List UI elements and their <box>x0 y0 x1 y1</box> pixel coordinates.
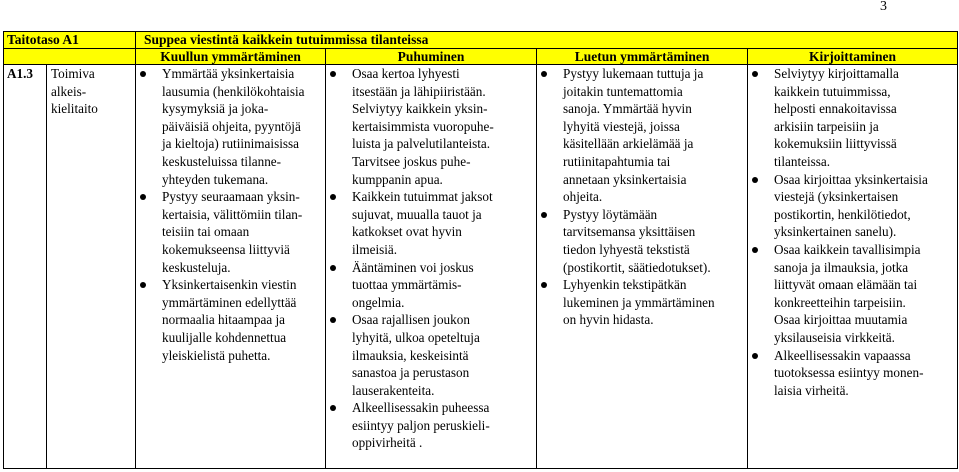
bullet-item <box>748 65 957 171</box>
bullet-text-line: lukeminen ja ymmärtäminen <box>563 294 715 310</box>
level-description-line: alkeis- <box>51 83 87 99</box>
bullet-dot-icon <box>140 194 146 200</box>
bullet-text-line: Osaa rajallisen joukon <box>352 312 470 328</box>
bullet-text-line: on hyvin hidasta. <box>563 312 654 328</box>
bullet-text-line: itsestään ja lähipiiristään. <box>352 83 486 99</box>
column-header-kuullun: Kuullun ymmärtäminen <box>136 49 326 65</box>
bullet-text-line: yhteyden tukemana. <box>162 171 269 187</box>
bullet-text-line: teisiin tai omaan <box>162 224 250 240</box>
bullet-text-line: lyhyitä viestejä, joissa <box>563 118 680 134</box>
bullet-item <box>537 65 747 206</box>
bullet-text-line: helposti ennakoitavissa <box>774 101 897 117</box>
bullet-text-line: Osaa kirjoittaa yksinkertaisia <box>774 171 928 187</box>
bullet-text-line: kysymyksiä ja joka- <box>162 101 269 117</box>
bullet-text-line: tiedon lyhyestä tekstistä <box>563 241 690 257</box>
bullet-text-line: Pystyy löytämään <box>563 206 658 222</box>
bullet-text-line: viestejä (yksinkertaisen <box>774 189 899 205</box>
column-header-luetun: Luetun ymmärtäminen <box>537 49 748 65</box>
bullet-text-line: kokemukseensa liittyviä <box>162 241 290 257</box>
bullet-list <box>748 65 957 399</box>
bullet-text-line: kuulijalle kohdennettua <box>162 329 287 345</box>
bullet-text-line: normaalia hitaampaa ja <box>162 312 286 328</box>
bullet-dot-icon <box>140 71 146 77</box>
bullet-text-line: Selviytyy kirjoittamalla <box>774 66 899 81</box>
bullet-text-line: Ymmärtää yksinkertaisia <box>162 66 295 81</box>
bullet-dot-icon <box>752 247 758 253</box>
cell-luetun <box>537 65 748 469</box>
bullet-text-line: Yksinkertaisenkin viestin <box>162 277 297 293</box>
bullet-text-line: lausumia (henkilökohtaisia <box>162 83 305 99</box>
bullet-dot-icon <box>752 177 758 183</box>
bullet-text-line: luista ja palvelutilanteista. <box>352 136 491 152</box>
bullet-text-line: käsitellään arkielämää ja <box>563 136 694 152</box>
bullet-text-line: rutiinitapahtumia tai <box>563 153 671 169</box>
bullet-dot-icon <box>330 405 336 411</box>
bullet-text-line: ongelmia. <box>352 294 405 310</box>
bullet-text-line: päiväisiä ohjeita, pyyntöjä <box>162 118 301 134</box>
column-header-puhuminen: Puhuminen <box>326 49 537 65</box>
bullet-text-line: ohjeita. <box>563 189 603 205</box>
bullet-item <box>326 259 536 312</box>
bullet-text-line: sujuvat, muualla tauot ja <box>352 206 482 222</box>
bullet-text-line: joitakin tuntemattomia <box>563 83 683 99</box>
table-title: Suppea viestintä kaikkein tutuimmissa tilanteissa <box>136 32 958 49</box>
level-code: A1.3 <box>4 65 47 469</box>
bullet-text-line: katkokset ovat hyvin <box>352 224 462 240</box>
bullet-text-line: kertaisia, välittömiin tilan- <box>162 206 303 222</box>
bullet-list <box>326 65 536 452</box>
bullet-dot-icon <box>140 282 146 288</box>
page-number: 3 <box>880 0 887 14</box>
bullet-list <box>136 65 325 364</box>
level-description <box>47 65 136 469</box>
bullet-dot-icon <box>330 265 336 271</box>
bullet-dot-icon <box>752 353 758 359</box>
bullet-list <box>537 65 747 329</box>
bullet-text-line: keskusteluja. <box>162 259 231 275</box>
bullet-dot-icon <box>752 71 758 77</box>
bullet-text-line: Pystyy seuraamaan yksin- <box>162 189 300 205</box>
bullet-text-line: Osaa kaikkein tavallisimpia <box>774 241 921 257</box>
bullet-item <box>326 65 536 188</box>
bullet-item <box>748 241 957 347</box>
bullet-item <box>748 171 957 241</box>
bullet-text-line: Pystyy lukemaan tuttuja ja <box>563 66 704 81</box>
bullet-text-line: kertaisimmista vuoropuhe- <box>352 118 494 134</box>
bullet-item <box>136 188 325 276</box>
bullet-text-line: oppivirheitä . <box>352 435 423 451</box>
bullet-text-line: kumppanin apua. <box>352 171 443 187</box>
proficiency-table <box>3 31 958 469</box>
skill-level-label: Taitotaso A1 <box>4 32 136 49</box>
bullet-text-line: tuottaa ymmärtämis- <box>352 277 462 293</box>
bullet-dot-icon <box>330 194 336 200</box>
bullet-text-line: yksinkertainen sanelu). <box>774 224 897 240</box>
bullet-text-line: (postikortit, säätiedotukset). <box>563 259 711 275</box>
bullet-text-line: arkisiin tarpeisiin ja <box>774 118 879 134</box>
bullet-text-line: ilmauksia, keskeisintä <box>352 347 469 363</box>
bullet-item <box>326 311 536 399</box>
bullet-text-line: laisia virheitä. <box>774 382 849 398</box>
bullet-text-line: Alkeellisessakin puheessa <box>352 400 490 416</box>
bullet-text-line: Osaa kirjoittaa muutamia <box>774 312 908 328</box>
bullet-text-line: konkreetteihin tarpeisiin. <box>774 294 906 310</box>
bullet-text-line: Lyhyenkin tekstipätkän <box>563 277 687 293</box>
bullet-dot-icon <box>541 212 547 218</box>
bullet-text-line: tuotoksessa esiintyy monen- <box>774 365 924 381</box>
bullet-text-line: lyhyitä, ulkoa opeteltuja <box>352 329 480 345</box>
bullet-text-line: tilanteissa. <box>774 153 831 169</box>
bullet-text-line: Selviytyy kaikkein yksin- <box>352 101 488 117</box>
bullet-text-line: ja kieltoja) rutiinimaisissa <box>162 136 299 152</box>
column-header-kirjoittaminen: Kirjoittaminen <box>748 49 958 65</box>
bullet-text-line: liittyvät omaan elämään tai <box>774 277 918 293</box>
bullet-text-line: Osaa kertoa lyhyesti <box>352 66 460 81</box>
cell-puhuminen <box>326 65 537 469</box>
bullet-item <box>326 399 536 452</box>
bullet-text-line: yksilauseisia virkkeitä. <box>774 329 895 345</box>
cell-kirjoittaminen <box>748 65 958 469</box>
bullet-item <box>748 347 957 400</box>
bullet-text-line: yleiskielistä puhetta. <box>162 347 271 363</box>
cell-kuullun <box>136 65 326 469</box>
bullet-text-line: Tarvitsee joskus puhe- <box>352 153 471 169</box>
bullet-item <box>136 276 325 364</box>
header-empty-cell <box>4 49 136 65</box>
level-description-line: kielitaito <box>51 101 98 117</box>
bullet-item <box>537 206 747 276</box>
bullet-text-line: ymmärtäminen edellyttää <box>162 294 297 310</box>
bullet-item <box>136 65 325 188</box>
bullet-text-line: Kaikkein tutuimmat jaksot <box>352 189 493 205</box>
bullet-text-line: ilmeisiä. <box>352 241 398 257</box>
level-description-line: Toimiva <box>51 66 95 81</box>
bullet-text-line: sanoja. Ymmärtää hyvin <box>563 101 692 117</box>
bullet-text-line: Ääntäminen voi joskus <box>352 259 474 275</box>
bullet-text-line: esiintyy paljon peruskieli- <box>352 417 490 433</box>
bullet-dot-icon <box>541 282 547 288</box>
bullet-dot-icon <box>330 71 336 77</box>
bullet-text-line: sanoja ja ilmauksia, jotka <box>774 259 909 275</box>
bullet-text-line: postikortin, henkilötiedot, <box>774 206 911 222</box>
bullet-dot-icon <box>541 71 547 77</box>
bullet-text-line: Alkeellisessakin vapaassa <box>774 347 911 363</box>
bullet-item <box>537 276 747 329</box>
bullet-text-line: kokemuksiin liittyvissä <box>774 136 897 152</box>
bullet-text-line: annetaan yksinkertaisia <box>563 171 687 187</box>
bullet-text-line: kaikkein tutuimmissa, <box>774 83 891 99</box>
bullet-text-line: tarvitsemansa yksittäisen <box>563 224 696 240</box>
bullet-text-line: keskusteluissa tilanne- <box>162 153 282 169</box>
bullet-text-line: sanastoa ja perustason <box>352 365 470 381</box>
bullet-dot-icon <box>330 317 336 323</box>
bullet-item <box>326 188 536 258</box>
bullet-text-line: lauserakenteita. <box>352 382 435 398</box>
